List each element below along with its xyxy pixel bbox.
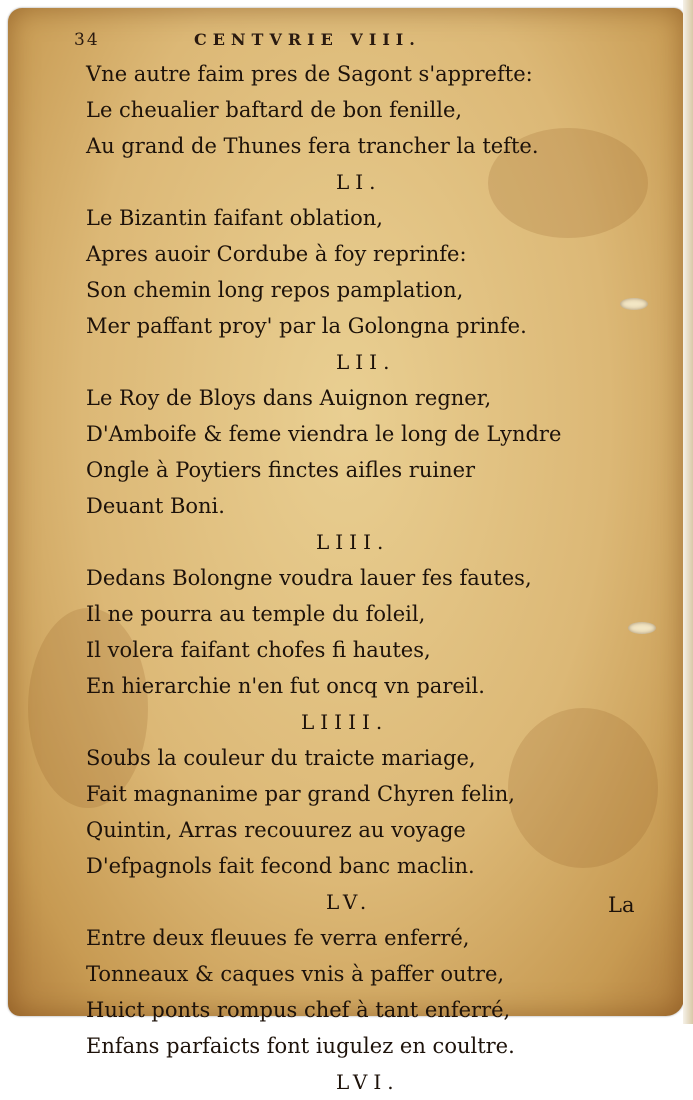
quatrain-number: LVI. (336, 1070, 400, 1094)
verse-line: Fait magnanime par grand Chyren felin, (86, 782, 515, 806)
quatrain-number: LII. (336, 350, 396, 374)
verse-line: Apres auoir Cordube à foy reprinfe: (86, 242, 467, 266)
verse-line: Quintin, Arras recouurez au voyage (86, 818, 466, 842)
verse-line: Tonneaux & caques vnis à paffer outre, (86, 962, 505, 986)
verse-line: Huict ponts rompus chef à tant enferré, (86, 998, 511, 1022)
verse-line: Son chemin long repos pamplation, (86, 278, 464, 302)
verse-line: Deuant Boni. (86, 494, 225, 518)
verse-line: Au grand de Thunes fera trancher la tefte. (86, 134, 539, 158)
verse-line: D'Amboife & feme viendra le long de Lyndre (86, 422, 562, 446)
verse-line: Ongle à Poytiers finctes aifles ruiner (86, 458, 476, 482)
quatrain-number: LV. (326, 890, 373, 914)
catchword: La (608, 893, 635, 917)
verse-line: D'efpagnols fait fecond banc maclin. (86, 854, 475, 878)
verse-line: Mer paffant proy' par la Golongna prinfe. (86, 314, 527, 338)
verse-line: Il ne pourra au temple du foleil, (86, 602, 426, 626)
running-title: CENTVRIE VIII. (194, 30, 421, 49)
verse-line: Vne autre faim pres de Sagont s'apprefte: (86, 62, 533, 86)
verse-line: Entre deux fleuues fe verra enferré, (86, 926, 470, 950)
page-number: 34 (74, 30, 100, 50)
verse-line: Dedans Bolongne voudra lauer fes fautes, (86, 566, 532, 590)
verse-line: Il volera faifant chofes fi hautes, (86, 638, 431, 662)
verse-line: Soubs la couleur du traicte mariage, (86, 746, 476, 770)
verse-line: Le Roy de Bloys dans Auignon regner, (86, 386, 492, 410)
verse-line: En hierarchie n'en fut oncq vn pareil. (86, 674, 485, 698)
text-block (86, 56, 646, 1100)
verse-line: Enfans parfaicts font iugulez en coultre. (86, 1034, 515, 1058)
verse-line: Le cheualier baftard de bon fenille, (86, 98, 463, 122)
quatrain-number: LIII. (316, 530, 390, 554)
page-header (74, 30, 574, 54)
next-page-edge (683, 0, 693, 1024)
quatrain-number: LI. (336, 170, 382, 194)
book-page (8, 8, 684, 1094)
quatrain-number: LIIII. (301, 710, 389, 734)
verse-line: Le Bizantin faifant oblation, (86, 206, 383, 230)
